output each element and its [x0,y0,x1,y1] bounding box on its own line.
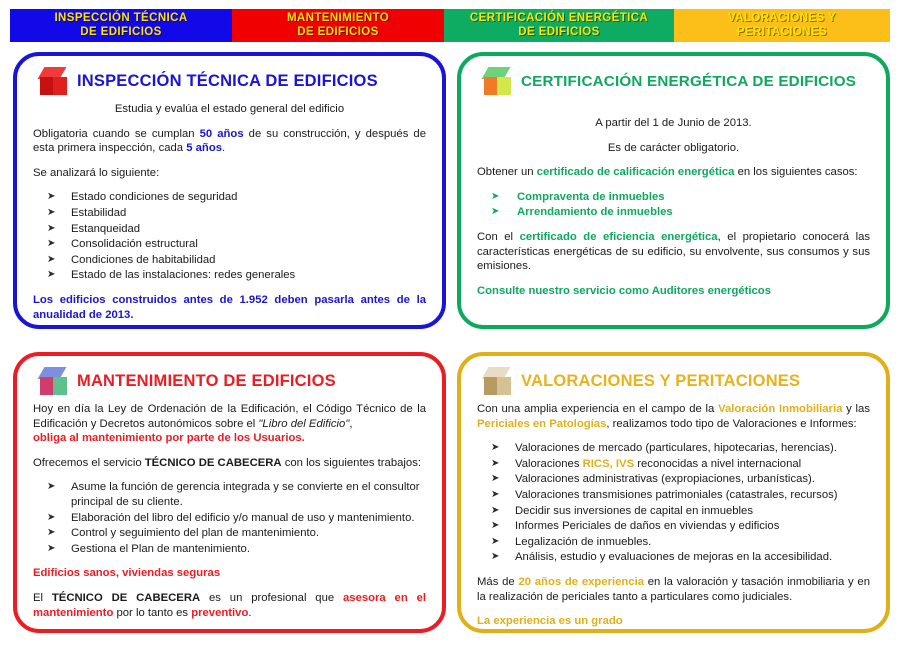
cert-line-2: Es de carácter obligatorio. [607,141,740,154]
list-item: ➤ Informes Periciales de daños en viviendas y edificios [491,519,870,534]
panel-certificacion-energetica [457,52,890,329]
ite-paragraph-2: Se analizará lo siguiente: [33,166,160,179]
tab-certificacion-line1: CERTIFICACIÓN ENERGÉTICA [469,12,649,24]
list-item: ➤ Control y seguimiento del plan de mantenimiento. [47,526,426,541]
ite-bullet-list [33,190,426,283]
panel-header-mantenimiento [17,356,442,400]
list-item: ➤ Decidir sus inversiones de capital en inmuebles [491,504,870,519]
panel-body-certificacion [461,100,886,298]
tab-valoraciones-line1: VALORACIONES Y [727,12,837,24]
multicolor-cube-icon [35,364,69,398]
list-item: ➤ Valoraciones transmisiones patrimoniales (catastrales, recursos) [491,488,870,503]
panel-header-valoraciones [461,356,886,400]
cert-paragraph-2: Con el certificado de eficiencia energética, el propietario conocerá las características energéticas de su edificio, su envolvente, sus consumos y sus emisiones. [477,230,871,273]
list-item: ➤ Legalización de inmuebles. [491,535,870,550]
list-item: ➤ Estabilidad [47,206,426,221]
list-item: ➤ Valoraciones RICS, IVS reconocidas a nivel internacional [491,457,870,472]
panel-title-ite: INSPECCIÓN TÉCNICA DE EDIFICIOS [77,71,378,90]
cert-paragraph-1: Obtener un certificado de calificación energética en los siguientes casos: [477,166,858,179]
valo-paragraph-2: Más de 20 años de experiencia en la valoración y tasación inmobiliaria y en la realización de periciales tanto a particulares como judiciales. [477,575,870,603]
red-cube-icon [35,64,69,98]
panel-title-mantenimiento: MANTENIMIENTO DE EDIFICIOS [77,371,336,390]
list-item: ➤ Valoraciones administrativas (expropiaciones, urbanísticas). [491,472,870,487]
panel-header-ite [17,56,442,100]
tab-certificacion[interactable] [444,9,674,42]
ite-footer-note: Los edificios construidos antes de 1.952 deben pasarla antes de la anualidad de 2013. [33,293,426,321]
mant-paragraph-2: Ofrecemos el servicio TÉCNICO DE CABECERA con los siguientes trabajos: [33,456,421,469]
list-item: ➤ Análisis, estudio y evaluaciones de mejoras en la accesibilidad. [491,550,870,565]
tan-cube-icon [479,364,513,398]
green-cube-icon [479,64,513,98]
mant-slogan: Edificios sanos, viviendas seguras [33,567,221,580]
tab-valoraciones-line2: PERITACIONES [736,25,828,38]
panel-body-valoraciones [461,400,886,629]
mant-paragraph-1: Hoy en día la Ley de Ordenación de la Edificación, el Código Técnico de la Edificación y Decretos autonómicos sobre el "Libro del Edificio", [33,403,426,430]
tab-certificacion-line2: DE EDIFICIOS [518,25,600,38]
mant-bullet-list [33,480,426,556]
list-item: ➤ Estado de las instalaciones: redes generales [47,268,426,283]
list-item: ➤ Consolidación estructural [47,237,426,252]
tab-mantenimiento[interactable] [232,9,444,42]
valo-footer-note: La experiencia es un grado [477,615,623,628]
list-item: ➤ Elaboración del libro del edificio y/o manual de uso y mantenimiento. [47,511,426,526]
cert-line-1: A partir del 1 de Junio de 2013. [595,117,752,129]
tab-mantenimiento-line1: MANTENIMIENTO [286,12,390,24]
mant-closing: El TÉCNICO DE CABECERA es un profesional que asesora en el mantenimiento por lo tanto es preventivo. [33,591,427,619]
list-item: ➤ Compraventa de inmuebles [491,190,870,205]
panel-title-valoraciones: VALORACIONES Y PERITACIONES [521,371,801,390]
header-tab-bar [10,9,890,42]
tab-inspeccion-tecnica[interactable] [10,9,232,42]
tab-valoraciones[interactable] [674,9,890,42]
mant-paragraph-1-highlight: obliga al mantenimiento por parte de los Usuarios. [33,432,305,445]
panel-inspeccion-tecnica [13,52,446,329]
list-item: ➤ Gestiona el Plan de mantenimiento. [47,542,426,557]
list-item: ➤ Estado condiciones de seguridad [47,190,426,205]
cert-bullet-list [477,190,870,220]
panel-header-certificacion [461,56,886,100]
list-item: ➤ Condiciones de habitabilidad [47,253,426,268]
list-item: ➤ Asume la función de gerencia integrada y se convierte en el consultor principal de su cliente. [47,480,426,509]
tab-inspeccion-line2: DE EDIFICIOS [80,25,162,38]
panel-mantenimiento [13,352,446,633]
tab-inspeccion-line1: INSPECCIÓN TÉCNICA [54,12,188,24]
cert-footer-note: Consulte nuestro servicio como Auditores energéticos [477,284,771,297]
panel-title-certificacion: CERTIFICACIÓN ENERGÉTICA DE EDIFICIOS [521,72,857,90]
list-item: ➤ Valoraciones de mercado (particulares, hipotecarias, herencias). [491,441,870,456]
valo-bullet-list [477,441,870,565]
panel-body-ite [17,100,442,322]
ite-paragraph-1: Obligatoria cuando se cumplan 50 años de su construcción, y después de esta primera inspección, cada 5 años. [33,127,426,155]
list-item: ➤ Arrendamiento de inmuebles [491,205,870,220]
valo-paragraph-1: Con una amplia experiencia en el campo de la Valoración Inmobiliaria y las Periciales en Patologías, realizamos todo tipo de Valoraciones e Informes: [477,403,870,430]
panel-valoraciones [457,352,890,633]
ite-subtitle: Estudia y evalúa el estado general del edificio [114,103,345,115]
tab-mantenimiento-line2: DE EDIFICIOS [297,25,379,38]
panel-body-mantenimiento [17,400,442,620]
list-item: ➤ Estanqueidad [47,222,426,237]
